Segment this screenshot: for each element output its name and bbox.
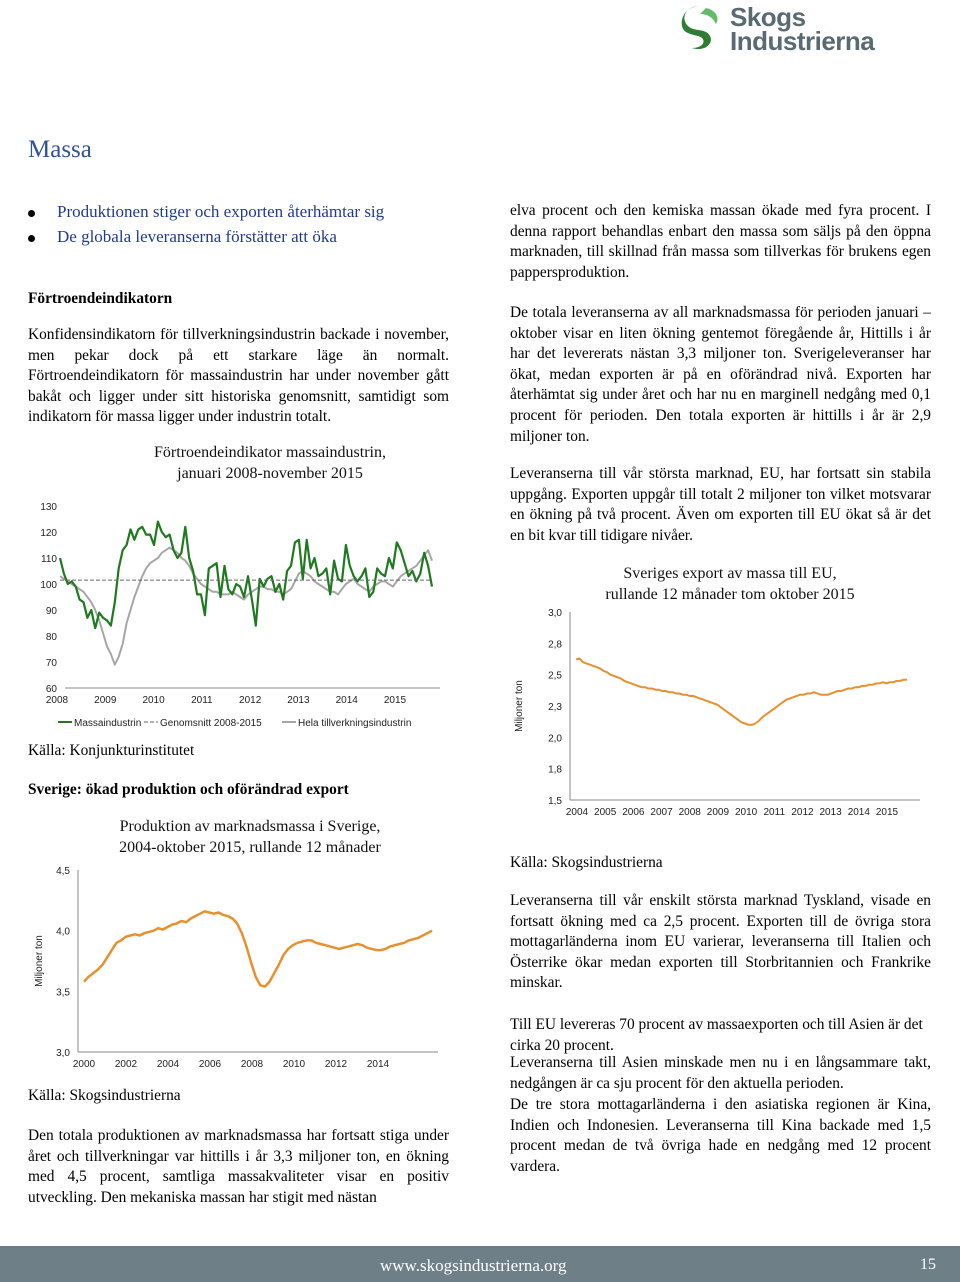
- skogsindustrierna-logo: [676, 2, 876, 54]
- chart-title-export-eu: Sveriges export av massa till EU, rullande 12 månader tom oktober 2015: [605, 565, 855, 603]
- y-axis-label: Miljoner ton: [514, 680, 525, 732]
- y-axis-label: Miljoner ton: [34, 935, 45, 987]
- series-line-0: [84, 911, 432, 986]
- bullet-icon: [28, 210, 35, 217]
- x-tick-label: 2013: [819, 807, 842, 818]
- page-number: 15: [920, 1256, 936, 1273]
- bullet-item: [28, 202, 384, 222]
- bullet-text: Produktionen stiger och exporten återhämtar sig: [57, 202, 385, 221]
- x-tick-label: 2007: [650, 807, 673, 818]
- y-tick-label: 4,5: [56, 866, 70, 877]
- x-tick-label: 2012: [239, 695, 262, 706]
- paragraph: Konfidensindikatorn för tillverkningsindustrin backade i november, men pekar dock på ett starkare läge än normalt. Förtroendeindikatorn för massaindustrin har under november gått bakåt och ligger under sitt historiska genomsnitt, samtidigt som indikatorn för massa ligger under industrin totalt.: [28, 326, 449, 426]
- heading-sverige-produktion: Sverige: ökad produktion och oförändrad export: [28, 781, 349, 798]
- bullet-item: [28, 227, 337, 247]
- bullet-icon: [28, 235, 35, 242]
- paragraph: Till EU levereras 70 procent av massaexporten och till Asien är det cirka 20 procent.: [510, 1016, 923, 1054]
- chart-produktion: [28, 860, 448, 1080]
- series-line-2: [60, 548, 432, 665]
- chart-export-eu: [510, 600, 930, 825]
- x-tick-label: 2008: [678, 807, 701, 818]
- x-tick-label: 2015: [875, 807, 899, 818]
- x-tick-label: 2006: [198, 1059, 222, 1070]
- paragraph: elva procent och den kemiska massan ökade med fyra procent. I denna rapport behandlas enbart den massa som säljs på den öppna marknaden, till skillnad från massa som tillverkas för brukens egen pappersproduktion.: [510, 202, 931, 281]
- y-tick-label: 3,0: [548, 608, 562, 619]
- paragraph: De tre stora mottagarländerna i den asiatiska regionen är Kina, Indien och Indonesien. Leveranserna till Kina backade med 1,5 procent medan de två övriga hade en nedgång med 12 procent vardera.: [510, 1096, 931, 1175]
- paragraph: De totala leveranserna av all marknadsmassa för perioden januari – oktober visar en liten ökning gentemot föregående år, Hittills i år har det levererats nästan 3,3 miljoner ton. Sverigeleveranser har ökat, medan exporten är på en oförändrad nivå. Exporten har återhämtat sig under året och har nu en marginell nedgång med 0,1 procent för perioden. Den totala exporten är hittills i år är 2,9 miljoner ton.: [510, 304, 931, 445]
- x-tick-label: 2010: [734, 807, 758, 818]
- y-tick-label: 4,0: [56, 926, 70, 938]
- y-tick-label: 70: [45, 658, 57, 669]
- x-tick-label: 2004: [565, 807, 589, 818]
- x-tick-label: 2009: [94, 695, 117, 706]
- source-skogsindustrierna: Källa: Skogsindustrierna: [28, 1087, 181, 1104]
- logo-text-line1: Skogs: [730, 2, 806, 32]
- series-line-0: [60, 522, 432, 629]
- x-tick-label: 2011: [763, 807, 786, 818]
- logo-text-line2: Industrierna: [730, 26, 875, 56]
- x-tick-label: 2005: [594, 807, 617, 818]
- y-tick-label: 3,0: [56, 1048, 70, 1059]
- chart-title-produktion: Produktion av marknadsmassa i Sverige, 2004-oktober 2015, rullande 12 månader: [119, 818, 381, 856]
- paragraph: Leveranserna till vår enskilt största marknad Tyskland, visade en fortsatt ökning med ca 2,5 procent. Exporten till de övriga stora mottagarländerna inom EU varierar, leveranserna till Italien och Österrike ökar medan exporten till Storbritannien och Frankrike minskar.: [510, 892, 931, 992]
- legend-label: Hela tillverkningsindustrin: [298, 718, 412, 729]
- chart-title-fortroende: Förtroendeindikator massaindustrin, januari 2008-november 2015: [154, 444, 386, 482]
- footer-url[interactable]: www.skogsindustrierna.org: [380, 1256, 567, 1275]
- chart-fortroende: [20, 490, 450, 740]
- y-tick-label: 2,0: [548, 733, 562, 745]
- y-tick-label: 110: [41, 554, 57, 565]
- legend-label: Massaindustrin: [74, 718, 142, 729]
- x-tick-label: 2002: [114, 1059, 138, 1070]
- x-tick-label: 2009: [706, 807, 730, 818]
- y-tick-label: 3,5: [56, 987, 70, 999]
- source-konjunkturinstitutet: Källa: Konjunkturinstitutet: [28, 742, 195, 759]
- x-tick-label: 2008: [240, 1059, 264, 1070]
- x-tick-label: 2012: [791, 807, 814, 818]
- y-tick-label: 130: [40, 502, 57, 513]
- y-tick-label: 2,3: [548, 702, 562, 713]
- y-tick-label: 80: [45, 632, 57, 643]
- bullet-text: De globala leveranserna förstätter att öka: [57, 227, 337, 246]
- x-tick-label: 2010: [142, 695, 165, 706]
- y-tick-label: 1,5: [548, 796, 562, 807]
- x-tick-label: 2011: [191, 695, 213, 706]
- paragraph: Leveranserna till Asien minskade men nu i en långsammare takt, nedgången är ca sju procent för den aktuella perioden.: [510, 1054, 931, 1092]
- y-tick-label: 1,8: [548, 764, 562, 776]
- x-tick-label: 2014: [847, 807, 870, 818]
- x-tick-label: 2014: [366, 1059, 390, 1070]
- source-skogsindustrierna: Källa: Skogsindustrierna: [510, 854, 663, 871]
- x-tick-label: 2015: [383, 695, 407, 706]
- x-tick-label: 2004: [156, 1059, 180, 1070]
- x-tick-label: 2006: [622, 807, 645, 818]
- heading-fortroendeindikatorn: Förtroendeindikatorn: [28, 290, 173, 307]
- section-title: Massa: [28, 136, 92, 163]
- y-tick-label: 2,5: [548, 670, 562, 682]
- paragraph: Leveranserna till vår största marknad, EU, har fortsatt sin stabila uppgång. Exporten uppgår till totalt 2 miljoner ton vilket motsvarar en ökning på två procent. Även om exporten till EU ökat så är det en bit kvar till tidigare nivåer.: [510, 465, 931, 544]
- y-tick-label: 100: [40, 580, 57, 591]
- series-line-0: [576, 658, 907, 724]
- x-tick-label: 2000: [72, 1059, 96, 1070]
- paragraph: Den totala produktionen av marknadsmassa har fortsatt stiga under året och tillverkningar var hittills i år 3,3 miljoner ton, en ökning med 4,5 procent, samtliga massakvaliteter visar en positiv utveckling. Den mekaniska massan har stigit med nästan: [28, 1127, 449, 1206]
- x-tick-label: 2012: [324, 1059, 348, 1070]
- y-tick-label: 90: [45, 606, 57, 617]
- y-tick-label: 120: [40, 528, 57, 539]
- x-tick-label: 2008: [45, 695, 69, 706]
- x-tick-label: 2013: [287, 695, 310, 706]
- logo-leaf-icon: [676, 4, 724, 52]
- y-tick-label: 2,8: [548, 639, 562, 651]
- legend-label: Genomsnitt 2008-2015: [160, 718, 262, 729]
- x-tick-label: 2014: [335, 695, 358, 706]
- y-tick-label: 60: [45, 684, 57, 695]
- x-tick-label: 2010: [282, 1059, 306, 1070]
